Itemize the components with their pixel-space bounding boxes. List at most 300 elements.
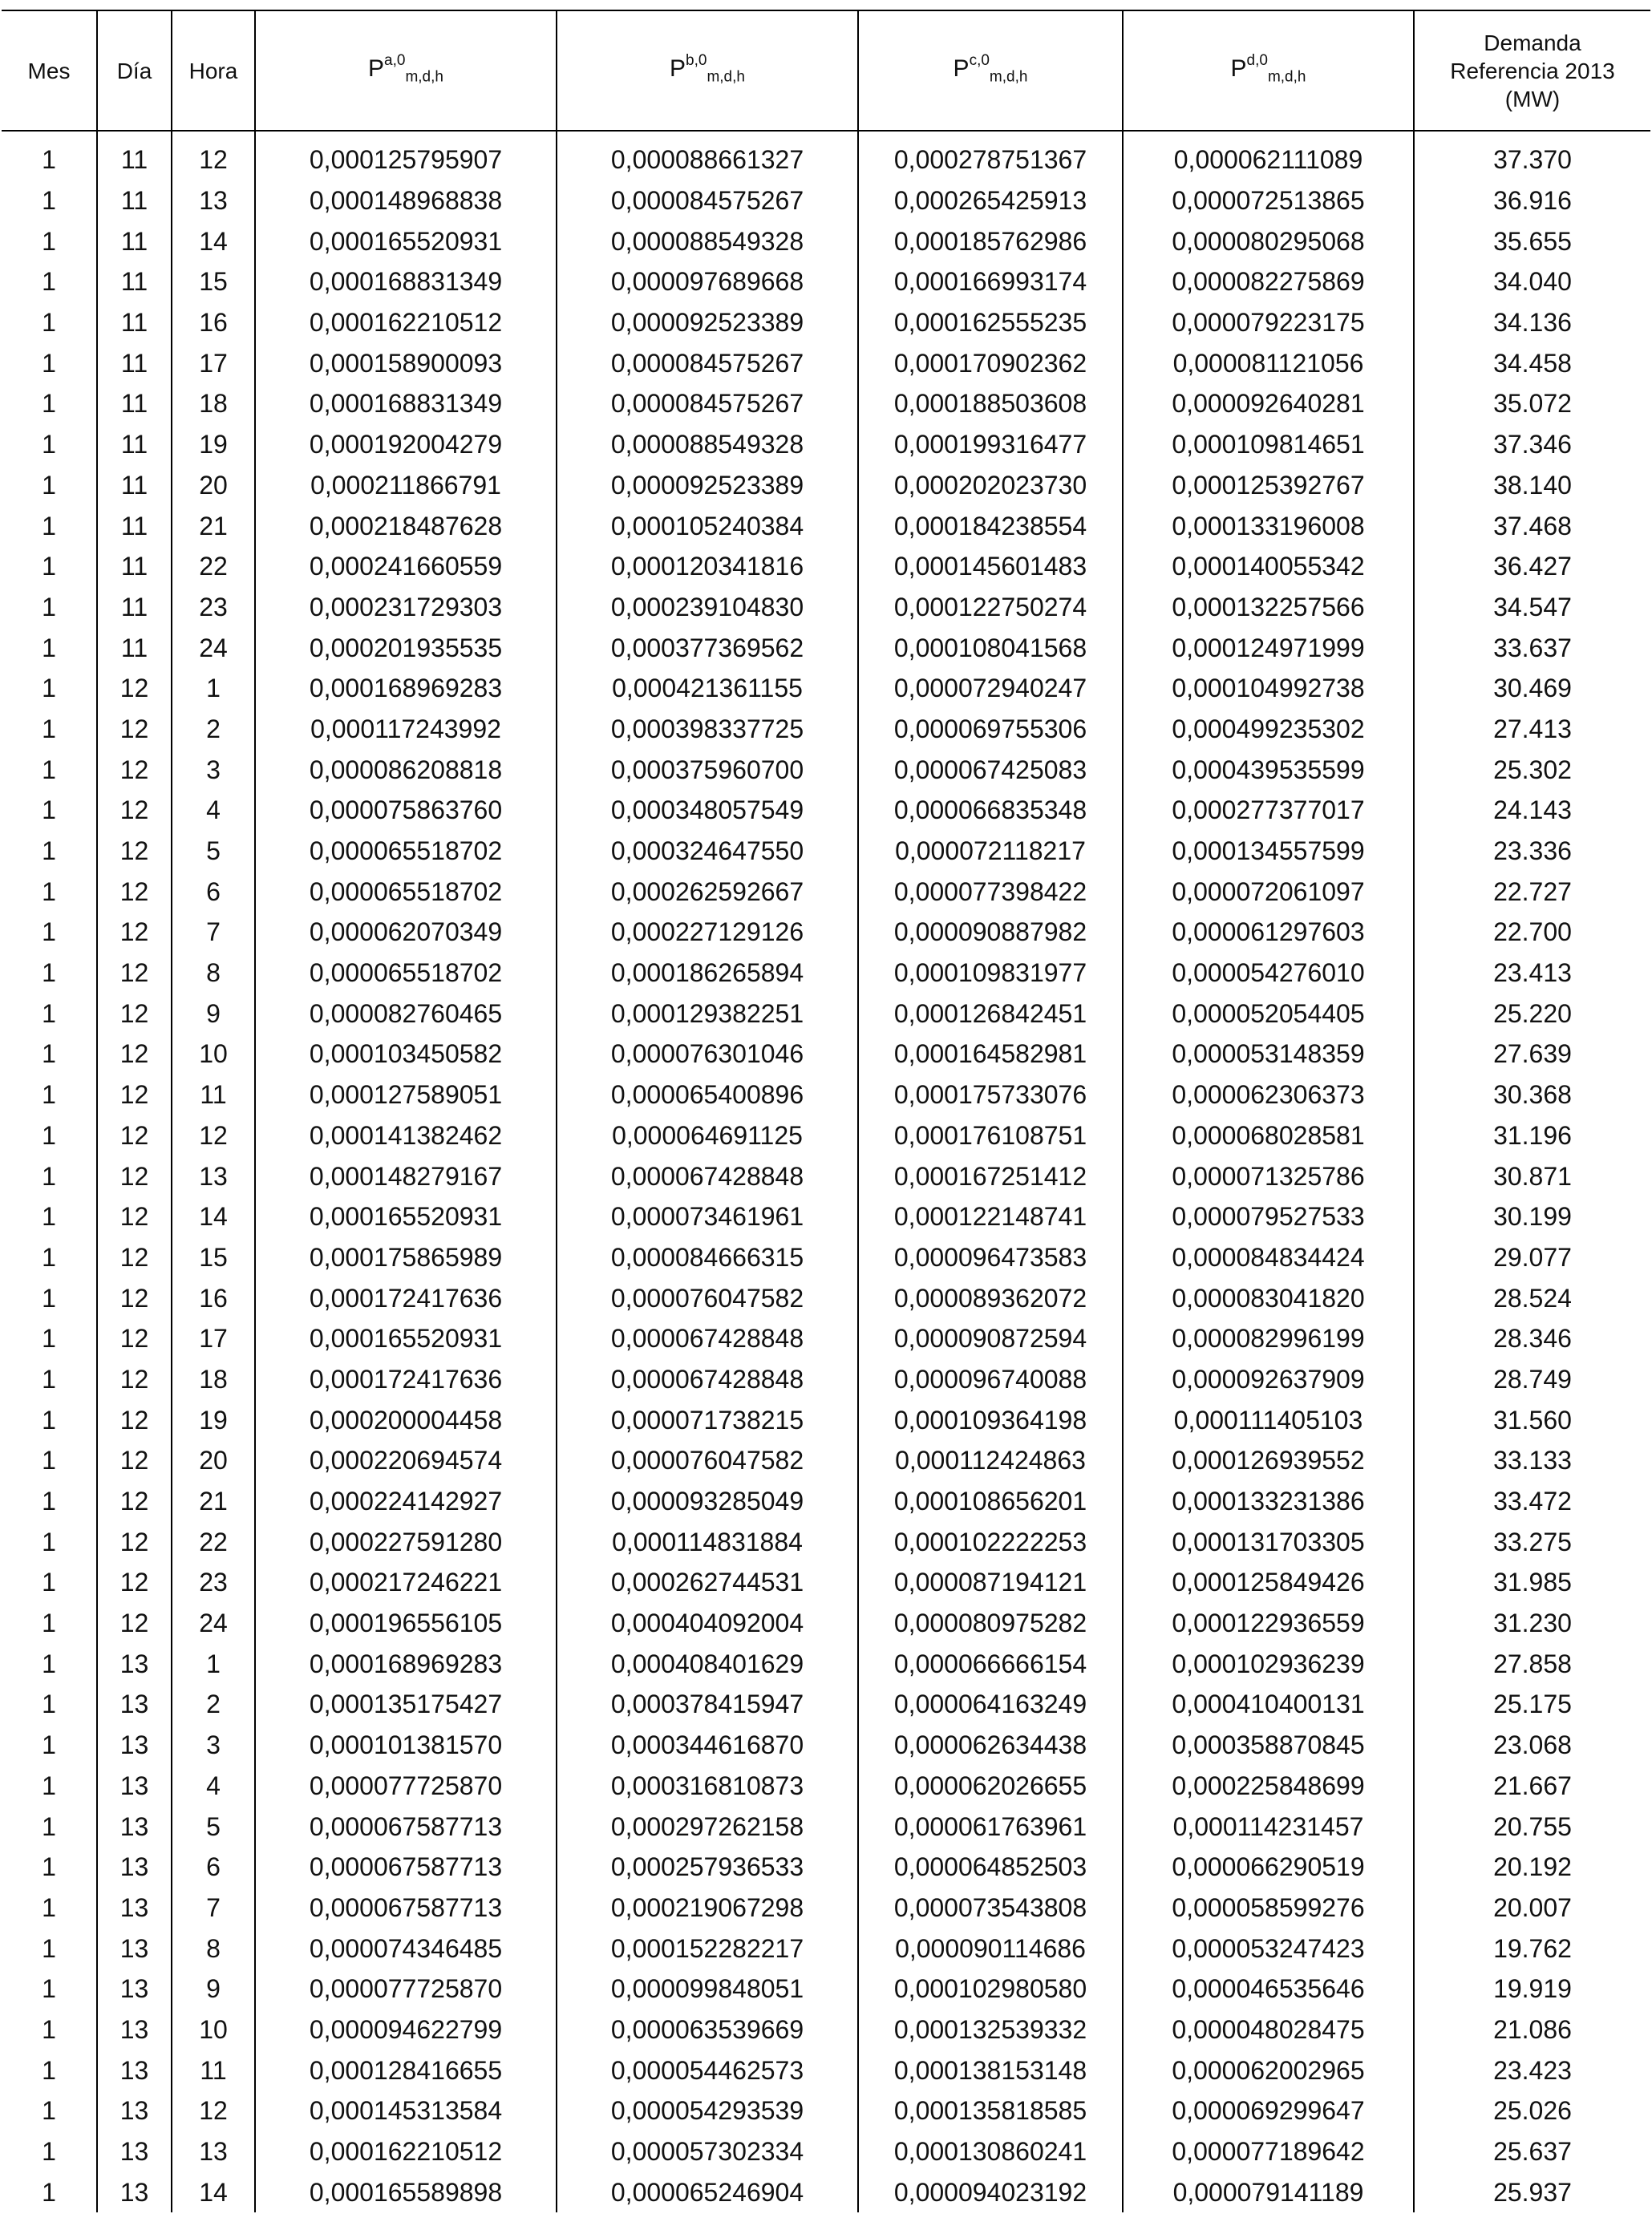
cell-pc: 0,000145601483 <box>858 546 1123 587</box>
cell-pb: 0,000064691125 <box>557 1115 858 1156</box>
cell-pc: 0,000184238554 <box>858 505 1123 546</box>
cell-pa: 0,000141382462 <box>255 1115 557 1156</box>
cell-dia: 12 <box>97 1521 172 1562</box>
cell-mes: 1 <box>42 1852 56 1882</box>
table-row <box>2 302 1650 343</box>
cell-pb: 0,000297262158 <box>557 1806 858 1847</box>
cell-pb: 0,000408401629 <box>557 1643 858 1684</box>
cell-demanda: 25.220 <box>1414 993 1650 1034</box>
table-row <box>2 1643 1650 1684</box>
cell-dia: 13 <box>97 1847 172 1888</box>
cell-demanda: 23.423 <box>1414 2050 1650 2090</box>
table-row <box>2 505 1650 546</box>
cell-hora: 24 <box>172 627 255 668</box>
table-row <box>2 1075 1650 1115</box>
cell-demanda: 33.133 <box>1414 1440 1650 1481</box>
cell-demanda: 23.413 <box>1414 953 1650 994</box>
cell-demanda: 33.275 <box>1414 1521 1650 1562</box>
cell-pd: 0,000358870845 <box>1123 1725 1414 1766</box>
cell-hora: 13 <box>172 2131 255 2172</box>
cell-pb: 0,000092523389 <box>557 465 858 506</box>
cell-pc: 0,000112424863 <box>858 1440 1123 1481</box>
cell-pb: 0,000324647550 <box>557 831 858 872</box>
table-row <box>2 1766 1650 1807</box>
cell-pb: 0,000084575267 <box>557 180 858 221</box>
cell-pd: 0,000062111089 <box>1123 131 1414 180</box>
cell-pd: 0,000072513865 <box>1123 180 1414 221</box>
table-body <box>2 131 1650 2212</box>
cell-hora: 16 <box>172 1277 255 1318</box>
cell-pa: 0,000165520931 <box>255 1196 557 1237</box>
header-mes: Mes <box>2 10 97 131</box>
cell-dia: 12 <box>97 993 172 1034</box>
cell-pb: 0,000088661327 <box>557 131 858 180</box>
cell-pd: 0,000439535599 <box>1123 749 1414 790</box>
cell-pc: 0,000170902362 <box>858 342 1123 383</box>
cell-dia: 12 <box>97 831 172 872</box>
table-row <box>2 871 1650 912</box>
cell-mes: 1 <box>42 1771 56 1800</box>
cell-pa: 0,000231729303 <box>255 587 557 628</box>
cell-demanda: 30.368 <box>1414 1075 1650 1115</box>
cell-mes: 1 <box>42 145 56 175</box>
cell-mes: 1 <box>42 2096 56 2126</box>
header-pc: P$^{c,0}_{m,d,h}$ <box>858 10 1123 131</box>
cell-mes: 1 <box>42 389 56 419</box>
cell-pa: 0,000200004458 <box>255 1399 557 1440</box>
cell-pa: 0,000168831349 <box>255 261 557 302</box>
cell-hora: 2 <box>172 1684 255 1725</box>
cell-mes: 1 <box>42 1690 56 1719</box>
cell-pa: 0,000211866791 <box>255 465 557 506</box>
cell-mes: 1 <box>42 1568 56 1597</box>
cell-pb: 0,000063539669 <box>557 2009 858 2050</box>
cell-pb: 0,000088549328 <box>557 424 858 465</box>
cell-pa: 0,000148968838 <box>255 180 557 221</box>
cell-pc: 0,000175733076 <box>858 1075 1123 1115</box>
cell-dia: 12 <box>97 749 172 790</box>
cell-pc: 0,000072118217 <box>858 831 1123 872</box>
cell-mes: 1 <box>42 2137 56 2167</box>
cell-dia: 11 <box>97 383 172 424</box>
cell-pb: 0,000348057549 <box>557 790 858 831</box>
cell-pc: 0,000185762986 <box>858 221 1123 261</box>
cell-mes: 1 <box>42 226 56 256</box>
cell-pd: 0,000133196008 <box>1123 505 1414 546</box>
cell-mes: 1 <box>42 430 56 459</box>
cell-hora: 7 <box>172 1888 255 1929</box>
table-row <box>2 1115 1650 1156</box>
cell-pd: 0,000131703305 <box>1123 1521 1414 1562</box>
cell-pc: 0,000126842451 <box>858 993 1123 1034</box>
cell-pa: 0,000065518702 <box>255 831 557 872</box>
table-row <box>2 1440 1650 1481</box>
cell-pb: 0,000375960700 <box>557 749 858 790</box>
cell-pb: 0,000378415947 <box>557 1684 858 1725</box>
table-row <box>2 383 1650 424</box>
cell-pa: 0,000062070349 <box>255 912 557 953</box>
cell-pc: 0,000199316477 <box>858 424 1123 465</box>
cell-dia: 13 <box>97 2050 172 2090</box>
cell-demanda: 34.458 <box>1414 342 1650 383</box>
cell-pd: 0,000062002965 <box>1123 2050 1414 2090</box>
cell-pa: 0,000162210512 <box>255 302 557 343</box>
cell-pc: 0,000162555235 <box>858 302 1123 343</box>
cell-hora: 17 <box>172 1318 255 1359</box>
cell-dia: 12 <box>97 1237 172 1278</box>
cell-pa: 0,000127589051 <box>255 1075 557 1115</box>
cell-pb: 0,000316810873 <box>557 1766 858 1807</box>
cell-pa: 0,000065518702 <box>255 953 557 994</box>
cell-pb: 0,000239104830 <box>557 587 858 628</box>
cell-pa: 0,000135175427 <box>255 1684 557 1725</box>
cell-hora: 11 <box>172 1075 255 1115</box>
table-row <box>2 953 1650 994</box>
cell-pa: 0,000220694574 <box>255 1440 557 1481</box>
cell-dia: 11 <box>97 131 172 180</box>
cell-pa: 0,000086208818 <box>255 749 557 790</box>
cell-dia: 11 <box>97 424 172 465</box>
cell-pa: 0,000117243992 <box>255 709 557 750</box>
cell-hora: 3 <box>172 749 255 790</box>
table-row <box>2 2009 1650 2050</box>
cell-mes: 1 <box>42 2177 56 2207</box>
header-pa: P$^{a,0}_{m,d,h}$ <box>255 10 557 131</box>
cell-pa: 0,000165520931 <box>255 221 557 261</box>
cell-pc: 0,000130860241 <box>858 2131 1123 2172</box>
cell-hora: 4 <box>172 1766 255 1807</box>
cell-dia: 11 <box>97 465 172 506</box>
cell-mes: 1 <box>42 876 56 906</box>
table-row <box>2 221 1650 261</box>
cell-pc: 0,000109364198 <box>858 1399 1123 1440</box>
cell-hora: 6 <box>172 871 255 912</box>
cell-pd: 0,000277377017 <box>1123 790 1414 831</box>
table-row <box>2 424 1650 465</box>
cell-hora: 11 <box>172 2050 255 2090</box>
cell-pb: 0,000105240384 <box>557 505 858 546</box>
cell-mes: 1 <box>42 1080 56 1110</box>
cell-pc: 0,000066835348 <box>858 790 1123 831</box>
cell-mes: 1 <box>42 592 56 621</box>
cell-dia: 11 <box>97 180 172 221</box>
cell-pc: 0,000064163249 <box>858 1684 1123 1725</box>
cell-pd: 0,000069299647 <box>1123 2090 1414 2131</box>
table-row <box>2 180 1650 221</box>
cell-pb: 0,000227129126 <box>557 912 858 953</box>
cell-demanda: 36.916 <box>1414 180 1650 221</box>
cell-pa: 0,000067587713 <box>255 1888 557 1929</box>
cell-pa: 0,000201935535 <box>255 627 557 668</box>
table-row <box>2 1399 1650 1440</box>
cell-pa: 0,000162210512 <box>255 2131 557 2172</box>
cell-demanda: 30.199 <box>1414 1196 1650 1237</box>
cell-pc: 0,000062026655 <box>858 1766 1123 1807</box>
table-row <box>2 1359 1650 1400</box>
cell-hora: 13 <box>172 1155 255 1196</box>
cell-demanda: 25.026 <box>1414 2090 1650 2131</box>
cell-dia: 12 <box>97 1075 172 1115</box>
cell-dia: 12 <box>97 1440 172 1481</box>
cell-demanda: 27.858 <box>1414 1643 1650 1684</box>
cell-dia: 13 <box>97 1725 172 1766</box>
cell-pb: 0,000377369562 <box>557 627 858 668</box>
cell-hora: 12 <box>172 2090 255 2131</box>
cell-demanda: 20.755 <box>1414 1806 1650 1847</box>
cell-pa: 0,000148279167 <box>255 1155 557 1196</box>
cell-hora: 20 <box>172 465 255 506</box>
cell-mes: 1 <box>42 1609 56 1638</box>
cell-pc: 0,000278751367 <box>858 131 1123 180</box>
cell-pd: 0,000109814651 <box>1123 424 1414 465</box>
cell-pa: 0,000101381570 <box>255 1725 557 1766</box>
cell-mes: 1 <box>42 917 56 947</box>
cell-pb: 0,000262744531 <box>557 1562 858 1603</box>
cell-demanda: 28.346 <box>1414 1318 1650 1359</box>
cell-pb: 0,000067428848 <box>557 1359 858 1400</box>
table-row <box>2 912 1650 953</box>
cell-dia: 11 <box>97 627 172 668</box>
cell-pc: 0,000202023730 <box>858 465 1123 506</box>
cell-pa: 0,000227591280 <box>255 1521 557 1562</box>
cell-pd: 0,000092637909 <box>1123 1359 1414 1400</box>
cell-dia: 12 <box>97 1115 172 1156</box>
data-table <box>2 10 1650 2212</box>
table-row <box>2 993 1650 1034</box>
cell-demanda: 25.175 <box>1414 1684 1650 1725</box>
cell-mes: 1 <box>42 470 56 500</box>
cell-dia: 12 <box>97 953 172 994</box>
cell-mes: 1 <box>42 1446 56 1475</box>
table-row <box>2 1684 1650 1725</box>
cell-pa: 0,000074346485 <box>255 1928 557 1969</box>
cell-demanda: 21.086 <box>1414 2009 1650 2050</box>
cell-pd: 0,000061297603 <box>1123 912 1414 953</box>
cell-pc: 0,000067425083 <box>858 749 1123 790</box>
cell-demanda: 38.140 <box>1414 465 1650 506</box>
cell-pb: 0,000076047582 <box>557 1440 858 1481</box>
cell-pd: 0,000053148359 <box>1123 1034 1414 1075</box>
table-row <box>2 1196 1650 1237</box>
cell-dia: 12 <box>97 1277 172 1318</box>
cell-hora: 8 <box>172 953 255 994</box>
cell-pd: 0,000104992738 <box>1123 668 1414 709</box>
cell-pd: 0,000068028581 <box>1123 1115 1414 1156</box>
cell-pc: 0,000090872594 <box>858 1318 1123 1359</box>
table-row <box>2 587 1650 628</box>
cell-pb: 0,000067428848 <box>557 1318 858 1359</box>
cell-pb: 0,000088549328 <box>557 221 858 261</box>
cell-pa: 0,000172417636 <box>255 1277 557 1318</box>
cell-demanda: 19.762 <box>1414 1928 1650 1969</box>
cell-mes: 1 <box>42 836 56 866</box>
cell-demanda: 25.937 <box>1414 2171 1650 2212</box>
cell-pd: 0,000140055342 <box>1123 546 1414 587</box>
cell-dia: 11 <box>97 546 172 587</box>
table-row <box>2 1928 1650 1969</box>
cell-pc: 0,000164582981 <box>858 1034 1123 1075</box>
cell-pd: 0,000084834424 <box>1123 1237 1414 1278</box>
cell-pd: 0,000054276010 <box>1123 953 1414 994</box>
cell-pa: 0,000172417636 <box>255 1359 557 1400</box>
cell-pc: 0,000135818585 <box>858 2090 1123 2131</box>
table-row <box>2 668 1650 709</box>
cell-pd: 0,000052054405 <box>1123 993 1414 1034</box>
cell-demanda: 25.637 <box>1414 2131 1650 2172</box>
cell-pd: 0,000102936239 <box>1123 1643 1414 1684</box>
table-row <box>2 1562 1650 1603</box>
cell-pb: 0,000097689668 <box>557 261 858 302</box>
table-row <box>2 1806 1650 1847</box>
cell-pa: 0,000168831349 <box>255 383 557 424</box>
cell-hora: 1 <box>172 1643 255 1684</box>
cell-pa: 0,000077725870 <box>255 1969 557 2009</box>
table-row <box>2 831 1650 872</box>
cell-demanda: 31.560 <box>1414 1399 1650 1440</box>
cell-dia: 13 <box>97 1806 172 1847</box>
cell-hora: 21 <box>172 1481 255 1522</box>
cell-hora: 20 <box>172 1440 255 1481</box>
cell-pd: 0,000072061097 <box>1123 871 1414 912</box>
cell-dia: 12 <box>97 1318 172 1359</box>
cell-pd: 0,000046535646 <box>1123 1969 1414 2009</box>
cell-hora: 8 <box>172 1928 255 1969</box>
cell-demanda: 31.230 <box>1414 1603 1650 1644</box>
cell-demanda: 33.472 <box>1414 1481 1650 1522</box>
cell-demanda: 23.336 <box>1414 831 1650 872</box>
table-row <box>2 1155 1650 1196</box>
cell-dia: 13 <box>97 2090 172 2131</box>
cell-hora: 9 <box>172 1969 255 2009</box>
cell-mes: 1 <box>42 1730 56 1760</box>
cell-pb: 0,000092523389 <box>557 302 858 343</box>
cell-pc: 0,000062634438 <box>858 1725 1123 1766</box>
cell-mes: 1 <box>42 1649 56 1678</box>
cell-pd: 0,000066290519 <box>1123 1847 1414 1888</box>
cell-demanda: 20.192 <box>1414 1847 1650 1888</box>
cell-pd: 0,000062306373 <box>1123 1075 1414 1115</box>
cell-hora: 5 <box>172 831 255 872</box>
cell-mes: 1 <box>42 1974 56 2004</box>
cell-mes: 1 <box>42 755 56 784</box>
cell-pa: 0,000165520931 <box>255 1318 557 1359</box>
cell-dia: 12 <box>97 1359 172 1400</box>
cell-hora: 6 <box>172 1847 255 1888</box>
cell-dia: 11 <box>97 587 172 628</box>
cell-demanda: 37.346 <box>1414 424 1650 465</box>
cell-mes: 1 <box>42 1487 56 1516</box>
cell-hora: 22 <box>172 546 255 587</box>
header-pd: P$^{d,0}_{m,d,h}$ <box>1123 10 1414 131</box>
cell-mes: 1 <box>42 998 56 1028</box>
cell-pd: 0,000114231457 <box>1123 1806 1414 1847</box>
table-row <box>2 2050 1650 2090</box>
cell-hora: 16 <box>172 302 255 343</box>
cell-pc: 0,000108041568 <box>858 627 1123 668</box>
cell-dia: 11 <box>97 302 172 343</box>
cell-hora: 10 <box>172 2009 255 2050</box>
cell-demanda: 31.985 <box>1414 1562 1650 1603</box>
cell-demanda: 33.637 <box>1414 627 1650 668</box>
cell-dia: 11 <box>97 342 172 383</box>
cell-pa: 0,000145313584 <box>255 2090 557 2131</box>
cell-pb: 0,000071738215 <box>557 1399 858 1440</box>
cell-demanda: 37.370 <box>1414 131 1650 180</box>
cell-demanda: 27.413 <box>1414 709 1650 750</box>
cell-dia: 13 <box>97 2131 172 2172</box>
cell-pb: 0,000084575267 <box>557 383 858 424</box>
cell-dia: 13 <box>97 1766 172 1807</box>
cell-hora: 19 <box>172 424 255 465</box>
cell-pd: 0,000077189642 <box>1123 2131 1414 2172</box>
cell-pc: 0,000066666154 <box>858 1643 1123 1684</box>
cell-pa: 0,000218487628 <box>255 505 557 546</box>
cell-mes: 1 <box>42 2055 56 2085</box>
cell-hora: 19 <box>172 1399 255 1440</box>
cell-hora: 3 <box>172 1725 255 1766</box>
cell-pc: 0,000108656201 <box>858 1481 1123 1522</box>
cell-dia: 12 <box>97 1034 172 1075</box>
cell-hora: 7 <box>172 912 255 953</box>
cell-pa: 0,000125795907 <box>255 131 557 180</box>
cell-pa: 0,000241660559 <box>255 546 557 587</box>
cell-pb: 0,000067428848 <box>557 1155 858 1196</box>
cell-demanda: 31.196 <box>1414 1115 1650 1156</box>
cell-pb: 0,000076301046 <box>557 1034 858 1075</box>
cell-dia: 13 <box>97 1928 172 1969</box>
cell-demanda: 35.072 <box>1414 383 1650 424</box>
cell-mes: 1 <box>42 308 56 338</box>
cell-pc: 0,000188503608 <box>858 383 1123 424</box>
cell-pc: 0,000073543808 <box>858 1888 1123 1929</box>
cell-pc: 0,000166993174 <box>858 261 1123 302</box>
cell-pd: 0,000125849426 <box>1123 1562 1414 1603</box>
cell-dia: 12 <box>97 1481 172 1522</box>
cell-pc: 0,000096740088 <box>858 1359 1123 1400</box>
cell-mes: 1 <box>42 1527 56 1556</box>
cell-pb: 0,000398337725 <box>557 709 858 750</box>
cell-pa: 0,000192004279 <box>255 424 557 465</box>
cell-pb: 0,000152282217 <box>557 1928 858 1969</box>
cell-pb: 0,000114831884 <box>557 1521 858 1562</box>
cell-demanda: 36.427 <box>1414 546 1650 587</box>
cell-pb: 0,000054462573 <box>557 2050 858 2090</box>
table-row <box>2 1237 1650 1278</box>
cell-demanda: 37.468 <box>1414 505 1650 546</box>
cell-pd: 0,000079141189 <box>1123 2171 1414 2212</box>
cell-demanda: 25.302 <box>1414 749 1650 790</box>
cell-mes: 1 <box>42 267 56 297</box>
cell-pa: 0,000094622799 <box>255 2009 557 2050</box>
cell-pd: 0,000134557599 <box>1123 831 1414 872</box>
cell-pc: 0,000089362072 <box>858 1277 1123 1318</box>
cell-mes: 1 <box>42 2014 56 2044</box>
cell-dia: 12 <box>97 1196 172 1237</box>
cell-hora: 10 <box>172 1034 255 1075</box>
cell-pb: 0,000120341816 <box>557 546 858 587</box>
cell-dia: 12 <box>97 1155 172 1196</box>
table-row <box>2 709 1650 750</box>
cell-pc: 0,000102980580 <box>858 1969 1123 2009</box>
table-row <box>2 1888 1650 1929</box>
cell-demanda: 20.007 <box>1414 1888 1650 1929</box>
table-row <box>2 1481 1650 1522</box>
cell-hora: 22 <box>172 1521 255 1562</box>
cell-pb: 0,000073461961 <box>557 1196 858 1237</box>
cell-pd: 0,000499235302 <box>1123 709 1414 750</box>
cell-hora: 18 <box>172 383 255 424</box>
cell-mes: 1 <box>42 348 56 378</box>
